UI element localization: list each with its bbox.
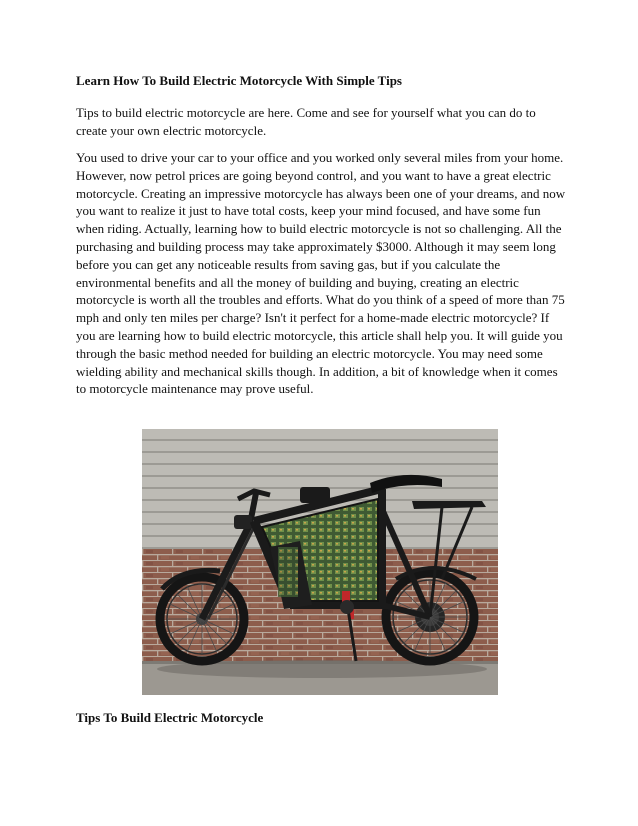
body-paragraph: You used to drive your car to your office and you worked only several miles from your home. However, now petrol prices are going beyond control, and you want to have a great electric motorcycle. Creating an impressive motorcycle has always been one of your dreams, and now you want to realize it just to have total costs, keep your mind focused, and have some fun when riding. Actually, learning how to build electric motorcycle is not so challenging. All the purchasing and building process may take approximately $3000. Although it may seem long before you can get any noticeable results from saving gas, but if you calculate the environmental benefits and all the money of building and buying, creating an electric motorcycle is worth all the troubles and efforts. What do you think of a speed of more than 75 mph and only ten miles per charge? Isn't it perfect for a home-made electric motorcycle? If you are learning how to build electric motorcycle, this article shall help you. It will guide you through the basic method needed for building an electric motorcycle. You may need some wielding ability and mechanical skills though. In addition, a bit of knowledge when it comes to motorcycle maintenance may prove useful. — [76, 150, 566, 397]
intro-paragraph: Tips to build electric motorcycle are here. Come and see for yourself what you can do to create your own electric motorcycle. — [76, 105, 536, 138]
electric-motorcycle-photo — [142, 429, 498, 695]
section-heading: Tips To Build Electric Motorcycle — [76, 710, 264, 725]
document-title: Learn How To Build Electric Motorcycle With Simple Tips — [76, 73, 402, 88]
